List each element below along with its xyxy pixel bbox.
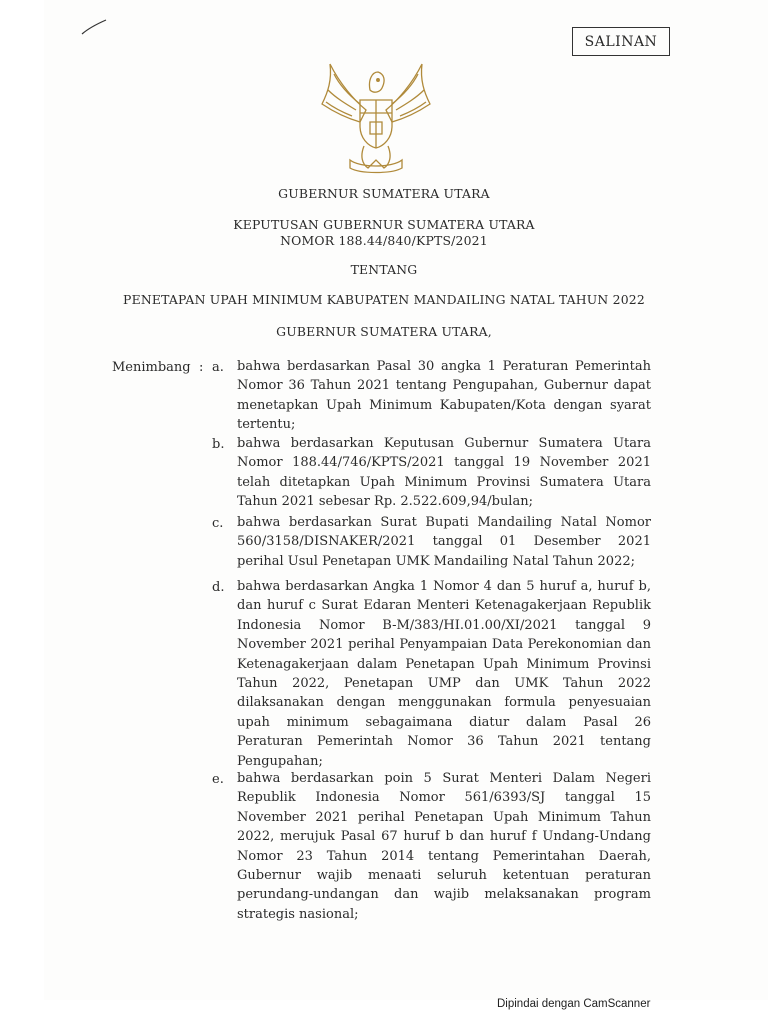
considering-item-letter: c. — [212, 516, 224, 531]
salinan-stamp: SALINAN — [572, 27, 670, 56]
text-line: bahwa berdasarkan Surat Bupati Mandailing Natal Nomor — [237, 515, 651, 530]
garuda-emblem-icon — [316, 60, 436, 175]
considering-item-letter: e. — [212, 772, 224, 787]
text-line: Ketenagakerjaan dalam Penetapan Upah Minimum Provinsi — [237, 656, 651, 672]
about-heading: TENTANG — [350, 262, 418, 277]
text-line: Nomor 23 Tahun 2014 tentang Pemerintahan Daerah, — [237, 848, 651, 864]
text-line: bahwa berdasarkan Keputusan Gubernur Sumatera Utara — [237, 436, 651, 451]
scanner-footer: Dipindai dengan CamScanner — [497, 998, 651, 1010]
text-line: strategis nasional; — [237, 906, 359, 922]
text-line: tertentu; — [237, 417, 296, 433]
considering-item-text — [237, 513, 651, 571]
text-line: November 2021 perihal Penetapan Upah Minimum Tahun — [237, 809, 651, 825]
text-line: menetapkan Upah Minimum Kabupaten/Kota dengan syarat — [237, 397, 651, 413]
considering-item-letter: a. — [212, 360, 224, 375]
text-line: Tahun 2022, Penetapan UMP dan UMK Tahun 2022 — [237, 676, 651, 692]
text-line: dan huruf c Surat Edaran Menteri Ketenagakerjaan Republik — [237, 598, 651, 614]
text-line: telah ditetapkan Upah Minimum Provinsi Sumatera Utara — [237, 474, 651, 490]
text-line: perundang-undangan dan wajib melaksanakan program — [237, 887, 651, 903]
text-line: Pengupahan; — [237, 753, 323, 769]
decision-subject: PENETAPAN UPAH MINIMUM KABUPATEN MANDAILING NATAL TAHUN 2022 — [123, 292, 645, 307]
text-line: Nomor 36 Tahun 2021 tentang Pengupahan, Gubernur dapat — [237, 378, 651, 394]
text-line: Indonesia Nomor B-M/383/HI.01.00/XI/2021 tanggal 9 — [237, 617, 651, 633]
considering-item-text — [237, 769, 651, 924]
considering-item-text — [237, 434, 651, 512]
considering-label: Menimbang — [112, 360, 191, 375]
decision-number: NOMOR 188.44/840/KPTS/2021 — [280, 233, 488, 248]
text-line: Gubernur wajib menaati seluruh ketentuan peraturan — [237, 868, 651, 884]
text-line: Republik Indonesia Nomor 561/6393/SJ tanggal 15 — [237, 790, 651, 806]
text-line: Tahun 2021 sebesar Rp. 2.522.609,94/bulan; — [237, 494, 533, 510]
text-line: November 2021 perihal Penyampaian Data Perekonomian dan — [237, 637, 651, 653]
considering-item-text — [237, 577, 651, 771]
decision-title: KEPUTUSAN GUBERNUR SUMATERA UTARA — [233, 217, 535, 232]
text-line: perihal Usul Penetapan UMK Mandailing Natal Tahun 2022; — [237, 553, 635, 569]
considering-colon: : — [199, 360, 204, 375]
text-line: bahwa berdasarkan Pasal 30 angka 1 Peraturan Pemerintah — [237, 359, 651, 374]
considering-item-text — [237, 357, 651, 435]
considering-item-letter: d. — [212, 580, 225, 595]
text-line: upah minimum sebagaimana diatur dalam Pasal 26 — [237, 714, 651, 730]
text-line: 560/3158/DISNAKER/2021 tanggal 01 Desember 2021 — [237, 534, 651, 550]
governor-signatory-heading: GUBERNUR SUMATERA UTARA, — [276, 324, 492, 339]
considering-item-letter: b. — [212, 437, 225, 452]
governor-heading: GUBERNUR SUMATERA UTARA — [278, 186, 490, 201]
text-line: bahwa berdasarkan poin 5 Surat Menteri Dalam Negeri — [237, 771, 651, 786]
text-line: 2022, merujuk Pasal 67 huruf b dan huruf f Undang-Undang — [237, 829, 651, 845]
text-line: Nomor 188.44/746/KPTS/2021 tanggal 19 November 2021 — [237, 455, 651, 471]
text-line: bahwa berdasarkan Angka 1 Nomor 4 dan 5 huruf a, huruf b, — [237, 579, 651, 594]
text-line: Peraturan Pemerintah Nomor 36 Tahun 2021 tentang — [237, 734, 651, 750]
text-line: dilaksanakan dengan menggunakan formula penyesuaian — [237, 695, 651, 711]
pen-stroke-mark — [80, 17, 108, 37]
